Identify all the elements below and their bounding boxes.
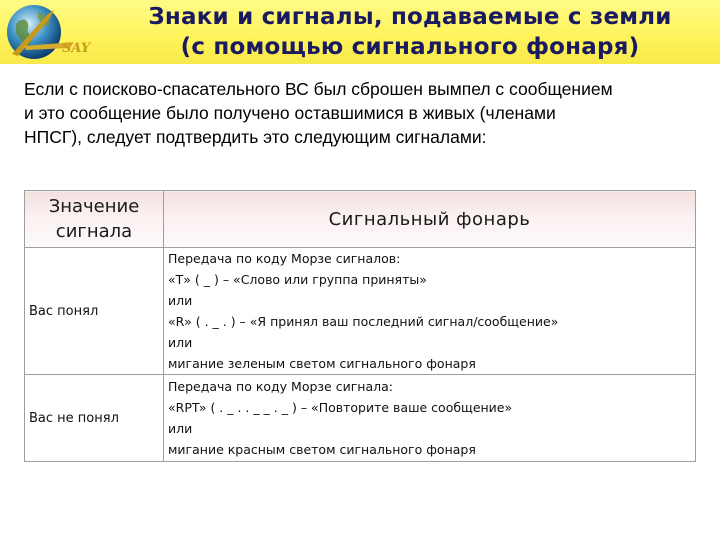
description-line: «R» ( . _ . ) – «Я принял ваш последний сигнал/сообщение»: [168, 314, 559, 329]
description-line: Передача по коду Морзе сигналов:: [168, 251, 401, 266]
description-line: мигание зеленым светом сигнального фонаря: [168, 356, 476, 371]
description-line: или: [168, 421, 193, 436]
description-line: мигание красным светом сигнального фонаря: [168, 442, 476, 457]
globe-logo-icon: [4, 2, 100, 62]
signals-table: [24, 190, 696, 462]
description-line: «Т» ( _ ) – «Слово или группа приняты»: [168, 272, 427, 287]
description-cell: [164, 375, 696, 462]
svg-text:SAY: SAY: [62, 41, 91, 56]
table-header-row: [25, 191, 696, 248]
column-header-meaning: [25, 191, 164, 248]
intro-line-2: и это сообщение было получено оставшимися в живых (членами: [24, 103, 556, 123]
header-bar: [0, 0, 720, 64]
page-title: [110, 2, 710, 62]
description-line: или: [168, 335, 193, 350]
description-line: Передача по коду Морзе сигнала:: [168, 379, 393, 394]
intro-line-3: НПСГ), следует подтвердить это следующим сигналами:: [24, 127, 487, 147]
intro-line-1: Если с поисково-спасательного ВС был сброшен вымпел с сообщением: [24, 79, 613, 99]
column-header-meaning-line-2: сигнала: [55, 221, 133, 242]
description-cell: [164, 248, 696, 375]
page-title-line-1: Знаки и сигналы, подаваемые с земли: [148, 4, 672, 30]
description-line: «RPT» ( . _ . . _ _ . _ ) – «Повторите ваше сообщение»: [168, 400, 513, 415]
description-line: или: [168, 293, 193, 308]
intro-paragraph: [24, 77, 714, 149]
column-header-lamp: Сигнальный фонарь: [164, 191, 696, 248]
column-header-meaning-line-1: Значение: [48, 196, 140, 217]
table-row: [25, 248, 696, 375]
page-title-line-2: (с помощью сигнального фонаря): [180, 34, 640, 60]
meaning-cell: Вас понял: [25, 248, 164, 375]
table-row: [25, 375, 696, 462]
meaning-cell: Вас не понял: [25, 375, 164, 462]
